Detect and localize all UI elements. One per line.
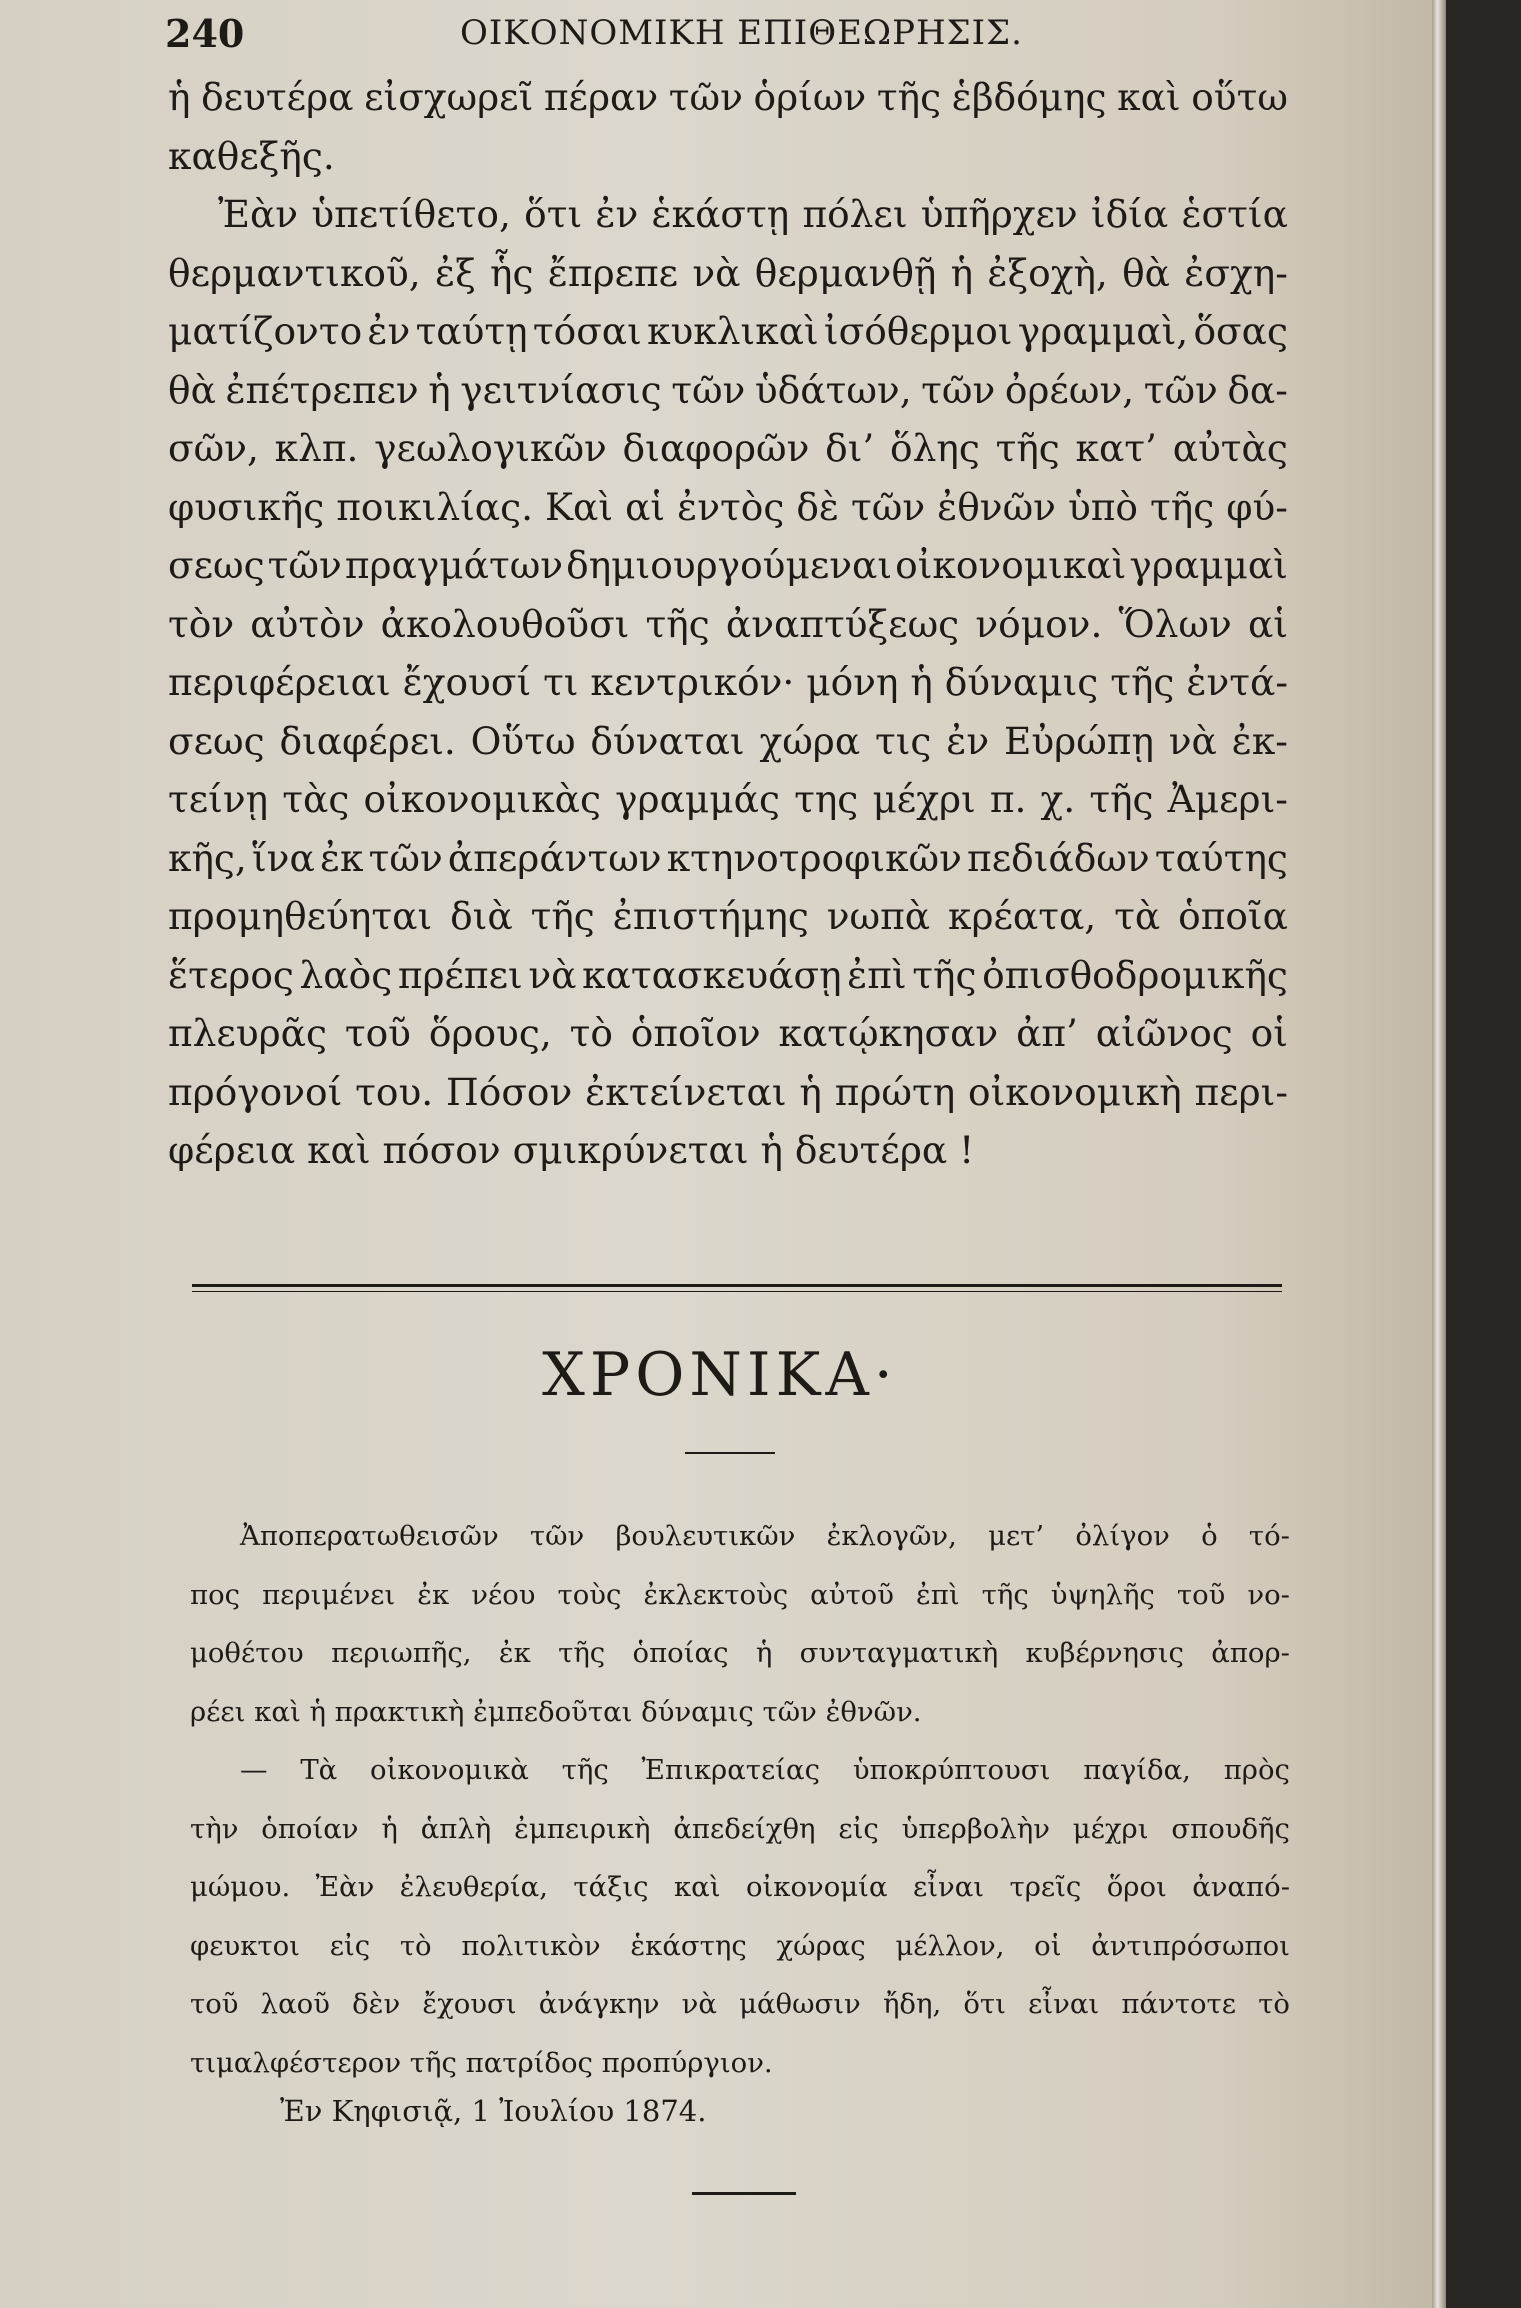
text-line: τοῦ λαοῦ δὲν ἔχουσι ἀνάγκην νὰ μάθωσιν ἤδη, ὅτι εἶναι πάντοτε τὸ	[190, 1988, 1290, 2020]
text-line: ἡ δευτέρα εἰσχωρεῖ πέραν τῶν ὁρίων τῆς ἑβδόμης καὶ οὕτω	[168, 75, 1288, 119]
text-line: φέρεια καὶ πόσον σμικρύνεται ἡ δευτέρα !	[168, 1128, 975, 1172]
end-rule	[692, 2192, 796, 2195]
text-line: ματίζοντο ἐν ταύτῃ τόσαι κυκλικαὶ ἰσόθερμοι γραμμαὶ, ὅσας	[168, 309, 1288, 353]
section-title: ΧΡΟΝΙΚΑ·	[542, 1340, 898, 1410]
text-line: Ἐὰν ὑπετίθετο, ὅτι ἐν ἑκάστῃ πόλει ὑπῆρχεν ἰδία ἑστία	[218, 192, 1288, 236]
text-line: μοθέτου περιωπῆς, ἐκ τῆς ὁποίας ἡ συνταγματικὴ κυβέρνησις ἀπορ-	[190, 1637, 1290, 1669]
text-line: τὸν αὐτὸν ἀκολουθοῦσι τῆς ἀναπτύξεως νόμον. Ὅλων αἱ	[168, 601, 1288, 646]
text-line: τὴν ὁποίαν ἡ ἁπλὴ ἐμπειρικὴ ἀπεδείχθη εἰς ὑπερβολὴν μέχρι σπουδῆς	[190, 1812, 1290, 1845]
section-divider	[192, 1284, 1282, 1292]
text-line: σῶν, κλπ. γεωλογικῶν διαφορῶν δι’ ὅλης τῆς κατ’ αὐτὰς	[168, 426, 1288, 470]
text-line: φυσικῆς ποικιλίας. Καὶ αἱ ἐντὸς δὲ τῶν ἐθνῶν ὑπὸ τῆς φύ-	[168, 484, 1288, 529]
dateline: Ἐν Κηφισιᾷ, 1 Ἰουλίου 1874.	[280, 2094, 707, 2128]
text-line: σεως τῶν πραγμάτων δημιουργούμεναι οἰκονομικαὶ γραμμαὶ	[168, 543, 1288, 587]
running-header	[165, 8, 1285, 58]
text-line: — Τὰ οἰκονομικὰ τῆς Ἐπικρατείας ὑποκρύπτουσι παγίδα, πρὸς	[240, 1754, 1290, 1786]
text-line: καθεξῆς.	[168, 133, 335, 178]
text-line: θὰ ἐπέτρεπεν ἡ γειτνίασις τῶν ὑδάτων, τῶν ὀρέων, τῶν δα-	[168, 367, 1288, 412]
text-line: θερμαντικοῦ, ἐξ ἧς ἔπρεπε νὰ θερμανθῇ ἡ ἐξοχὴ, θὰ ἐσχη-	[168, 250, 1288, 295]
chronicle-body	[190, 1512, 1290, 2097]
running-title: ΟΙΚΟΝΟΜΙΚΗ ΕΠΙΘΕΩΡΗΣΙΣ.	[460, 13, 1023, 53]
text-line: κῆς, ἵνα ἐκ τῶν ἀπεράντων κτηνοτροφικῶν πεδιάδων ταύτης	[168, 835, 1288, 880]
text-line: ρέει καὶ ἡ πρακτικὴ ἐμπεδοῦται δύναμις τῶν ἐθνῶν.	[190, 1695, 922, 1728]
text-line: Ἀποπερατωθεισῶν τῶν βουλευτικῶν ἐκλογῶν, μετ’ ὀλίγον ὁ τό-	[240, 1520, 1290, 1552]
article-body	[168, 68, 1288, 1180]
text-line: μώμου. Ἐὰν ἐλευθερία, τάξις καὶ οἰκονομία εἶναι τρεῖς ὅροι ἀναπό-	[190, 1871, 1290, 1903]
text-line: σεως διαφέρει. Οὕτω δύναται χώρα τις ἐν Εὐρώπῃ νὰ ἐκ-	[168, 718, 1288, 763]
text-line: φευκτοι εἰς τὸ πολιτικὸν ἑκάστης χώρας μέλλον, οἱ ἀντιπρόσωποι	[190, 1929, 1290, 1962]
page-edge	[1432, 0, 1446, 2308]
text-line: προμηθεύηται διὰ τῆς ἐπιστήμης νωπὰ κρέατα, τὰ ὁποῖα	[168, 894, 1288, 938]
text-line: πος περιμένει ἐκ νέου τοὺς ἐκλεκτοὺς αὐτοῦ ἐπὶ τῆς ὑψηλῆς τοῦ νο-	[190, 1578, 1290, 1611]
text-line: πρόγονοί του. Πόσον ἐκτείνεται ἡ πρώτη οἰκονομικὴ περι-	[168, 1069, 1288, 1114]
text-line: περιφέρειαι ἔχουσί τι κεντρικόν· μόνη ἡ δύναμις τῆς ἐντά-	[168, 660, 1288, 704]
text-line: πλευρᾶς τοῦ ὅρους, τὸ ὁποῖον κατῴκησαν ἀπ’ αἰῶνος οἱ	[168, 1011, 1288, 1055]
text-line: τιμαλφέστερον τῆς πατρίδος προπύργιον.	[190, 2046, 773, 2079]
page-number: 240	[165, 10, 245, 56]
text-line: τείνῃ τὰς οἰκονομικὰς γραμμάς της μέχρι π. χ. τῆς Ἀμερι-	[168, 777, 1288, 821]
short-rule	[685, 1452, 775, 1454]
text-line: ἕτερος λαὸς πρέπει νὰ κατασκευάσῃ ἐπὶ τῆς ὀπισθοδρομικῆς	[168, 952, 1288, 997]
